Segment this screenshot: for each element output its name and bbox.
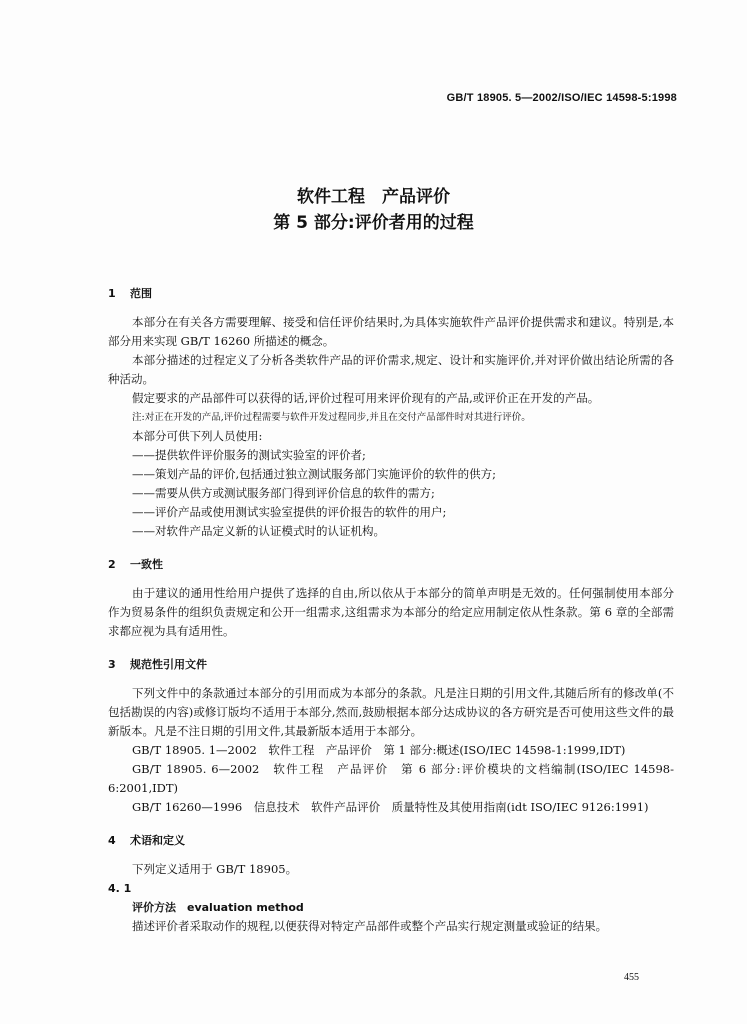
- user-list: [108, 446, 674, 541]
- list-item: ——策划产品的评价,包括通过独立测试服务部门实施评价的软件的供方;: [132, 467, 497, 481]
- list-item: ——提供软件评价服务的测试实验室的评价者;: [132, 448, 366, 462]
- paragraph: 假定要求的产品部件可以获得的话,评价过程可用来评价现有的产品,或评价正在开发的产品。: [132, 391, 600, 405]
- note: 注:对正在开发的产品,评价过程需要与软件开发过程同步,并且在交付产品部件时对其进行评价。: [132, 412, 531, 423]
- section-1-heading: [108, 284, 674, 303]
- section-number: 3: [108, 658, 116, 671]
- paragraph: 下列文件中的条款通过本部分的引用而成为本部分的条款。凡是注日期的引用文件,其随后所有的修改单(不包括勘误的内容)或修订版均不适用于本部分,然而,鼓励根据本部分达成协议的各方研究是否可使用这些文件的最新版本。凡是不注日期的引用文件,其最新版本适用于本部分。: [108, 686, 674, 738]
- paragraph: 由于建议的通用性给用户提供了选择的自由,所以依从于本部分的简单声明是无效的。任何强制使用本部分作为贸易条件的组织负责规定和公开一组需求,这组需求为本部分的给定应用制定依从性条款。第 6 章的全部需求都应视为具有适用性。: [108, 586, 674, 638]
- section-title: 范围: [130, 287, 152, 300]
- subsection-number: 4. 1: [108, 882, 132, 895]
- section-title: 术语和定义: [130, 834, 185, 847]
- page-number: 455: [624, 972, 639, 983]
- title-line-1: 软件工程 产品评价: [297, 187, 450, 207]
- document-body: [108, 284, 674, 936]
- section-3-heading: [108, 655, 674, 674]
- reference-entry: GB/T 16260—1996 信息技术 软件产品评价 质量特性及其使用指南(idt ISO/IEC 9126:1991): [132, 800, 649, 814]
- section-number: 4: [108, 834, 116, 847]
- section-number: 2: [108, 558, 116, 571]
- list-item: ——需要从供方或测试服务部门得到评价信息的软件的需方;: [132, 486, 435, 500]
- list-item: ——评价产品或使用测试实验室提供的评价报告的软件的用户;: [132, 505, 447, 519]
- paragraph: 下列定义适用于 GB/T 18905。: [132, 862, 298, 876]
- reference-entry: GB/T 18905. 1—2002 软件工程 产品评价 第 1 部分:概述(ISO/IEC 14598-1:1999,IDT): [132, 743, 626, 757]
- paragraph: 本部分可供下列人员使用:: [132, 429, 263, 443]
- section-title: 规范性引用文件: [130, 658, 207, 671]
- section-4-heading: [108, 831, 674, 850]
- list-item: ——对软件产品定义新的认证模式时的认证机构。: [132, 524, 385, 538]
- section-number: 1: [108, 287, 116, 300]
- title-line-2: 第 5 部分:评价者用的过程: [273, 213, 474, 233]
- section-title: 一致性: [130, 558, 163, 571]
- paragraph: 本部分描述的过程定义了分析各类软件产品的评价需求,规定、设计和实施评价,并对评价做出结论所需的各种活动。: [108, 353, 674, 386]
- document-title: [0, 184, 747, 236]
- paragraph: 本部分在有关各方需要理解、接受和信任评价结果时,为具体实施软件产品评价提供需求和建议。特别是,本部分用来实现 GB/T 16260 所描述的概念。: [108, 315, 674, 348]
- standard-code-header: GB/T 18905. 5—2002/ISO/IEC 14598-5:1998: [446, 92, 677, 104]
- section-2-heading: [108, 555, 674, 574]
- reference-entry: GB/T 18905. 6—2002 软件工程 产品评价 第 6 部分:评价模块的文档编制(ISO/IEC 14598-6:2001,IDT): [108, 762, 674, 795]
- term-heading: 评价方法 evaluation method: [132, 901, 304, 914]
- term-definition: 描述评价者采取动作的规程,以便获得对特定产品部件或整个产品实行规定测量或验证的结果。: [132, 919, 608, 933]
